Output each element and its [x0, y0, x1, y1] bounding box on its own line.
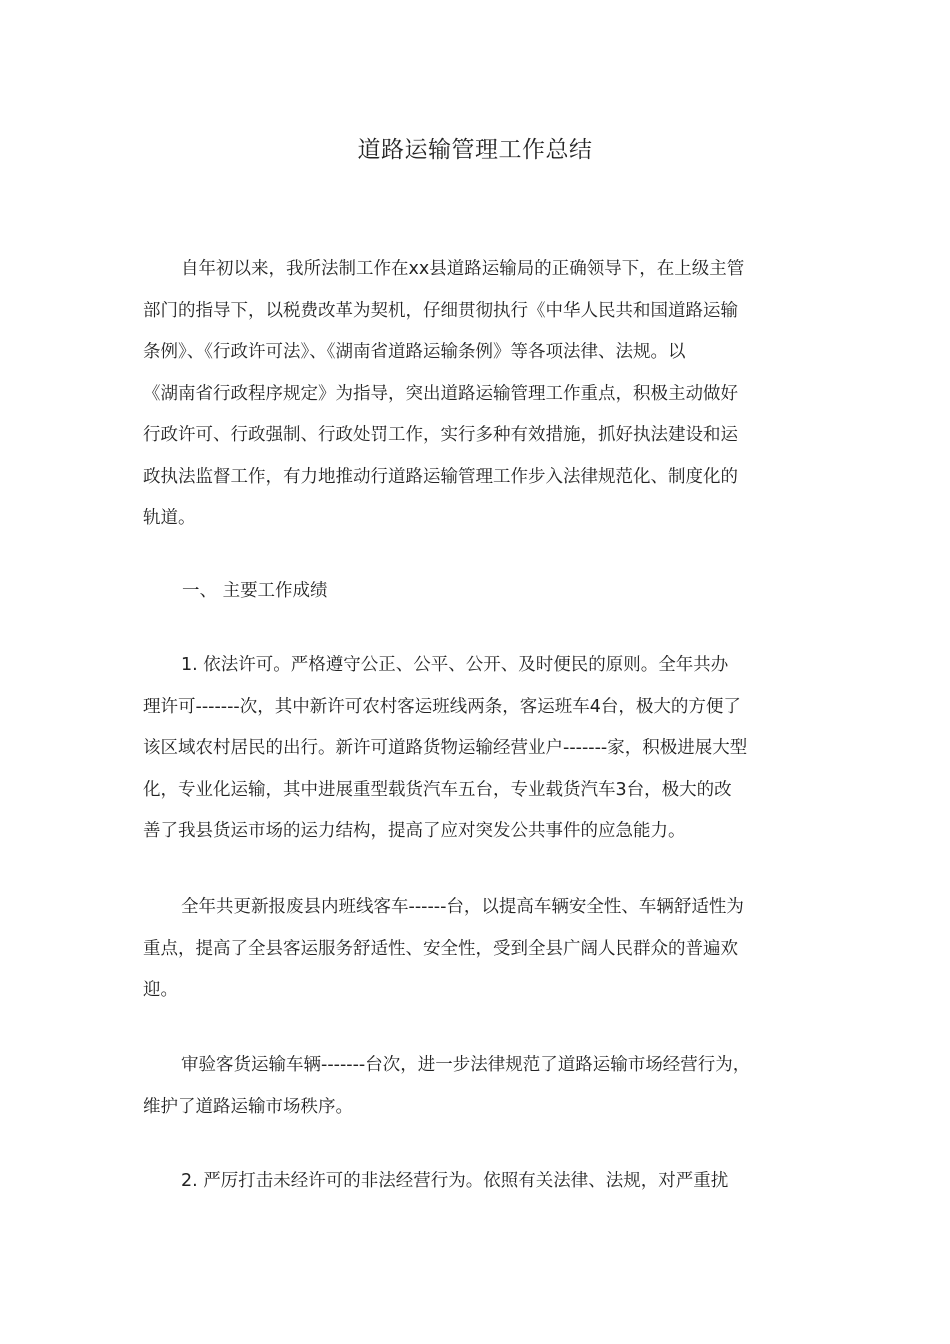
text-line: 重点，提高了全县客运服务舒适性、安全性，受到全县广阔人民群众的普遍欢: [143, 938, 738, 959]
renew-paragraph: [143, 887, 808, 1012]
item-2-paragraph: [143, 1161, 808, 1203]
text-line: 轨道。: [143, 508, 196, 528]
text-line: 理许可-------次，其中新许可农村客运班线两条，客运班车4台，极大的方便了: [143, 696, 741, 717]
text-line: 行政许可、行政强制、行政处罚工作，实行多种有效措施，抓好执法建设和运: [143, 425, 738, 445]
text-line: 《湖南省行政程序规定》为指导，突出道路运输管理工作重点，积极主动做好: [143, 383, 738, 404]
text-line: 条例》、《行政许可法》、《湖南省道路运输条例》等各项法律、法规。以: [143, 342, 686, 362]
text-line: 迎。: [143, 980, 178, 1000]
text-line: 审验客货运输车辆-------台次，进一步法律规范了道路运输市场经营行为，: [181, 1055, 751, 1075]
text-line: 1. 依法许可。严格遵守公正、公平、公开、及时便民的原则。全年共办: [181, 655, 729, 675]
section-heading: 一、 主要工作成绩: [182, 581, 328, 601]
inspect-paragraph: [143, 1045, 808, 1128]
document-title: 道路运输管理工作总结: [357, 137, 593, 163]
text-line: 全年共更新报废县内班线客车------台，以提高车辆安全性、车辆舒适性为: [181, 897, 744, 917]
text-line: 该区域农村居民的出行。新许可道路货物运输经营业户-------家，积极进展大型: [143, 738, 748, 758]
intro-paragraph: [143, 249, 808, 540]
text-line: 善了我县货运市场的运力结构，提高了应对突发公共事件的应急能力。: [143, 821, 686, 841]
text-line: 化，专业化运输，其中进展重型载货汽车五台，专业载货汽车3台，极大的改: [143, 779, 732, 800]
text-line: 政执法监督工作，有力地推动行道路运输管理工作步入法律规范化、制度化的: [143, 466, 738, 487]
text-line: 部门的指导下，以税费改革为契机，仔细贯彻执行《中华人民共和国道路运输: [143, 300, 738, 321]
text-line: 自年初以来，我所法制工作在xx县道路运输局的正确领导下，在上级主管: [181, 259, 745, 279]
text-line: 2. 严厉打击未经许可的非法经营行为。依照有关法律、法规，对严重扰: [181, 1171, 729, 1191]
item-1-paragraph: [143, 645, 808, 853]
text-line: 维护了道路运输市场秩序。: [143, 1096, 353, 1117]
